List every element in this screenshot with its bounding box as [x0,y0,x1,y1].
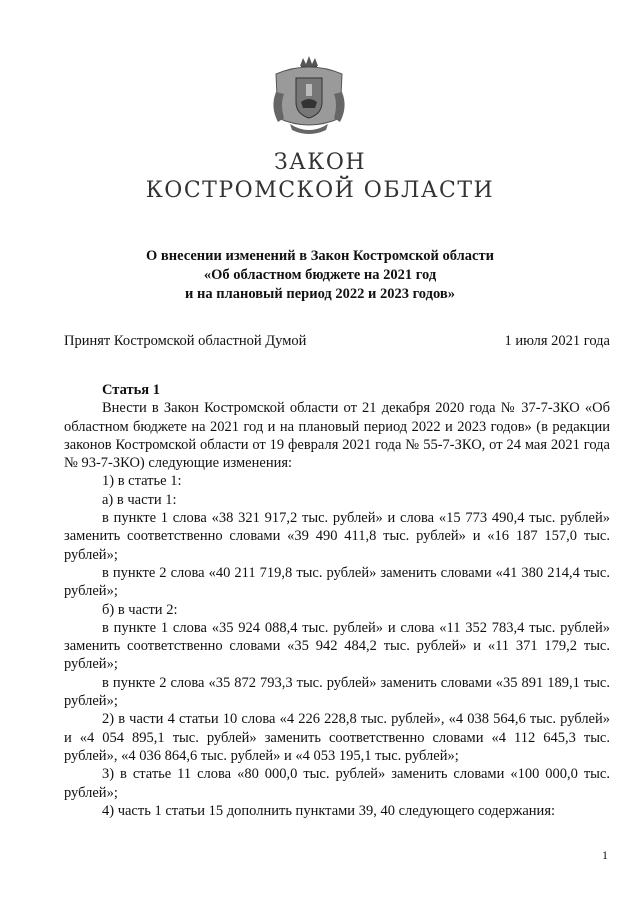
paragraph: в пункте 1 слова «35 924 088,4 тыс. рублей» и слова «11 352 783,4 тыс. рублей» заменить соответственно словами «35 942 484,2 тыс. рублей» и «11 371 179,2 тыс. рублей»; [64,619,610,673]
article-body [64,381,610,820]
paragraph: в пункте 1 слова «38 321 917,2 тыс. рублей» и слова «15 773 490,4 тыс. рублей» заменить соответственно словами «39 490 411,8 тыс. рублей» и «16 187 157,0 тыс. рублей»; [64,510,610,563]
paragraph: а) в части 1: [102,491,177,508]
coat-of-arms-icon [270,52,348,138]
subject-line: и на плановый период 2022 и 2023 годов» [185,286,455,302]
law-subject [0,247,640,304]
page-number: 1 [602,848,608,862]
paragraph: 3) в статье 11 слова «80 000,0 тыс. рублей» заменить словами «100 000,0 тыс. рублей»; [64,766,610,801]
subject-line: О внесении изменений в Закон Костромской области [146,248,494,264]
paragraph: 4) часть 1 статьи 15 дополнить пунктами 39, 40 следующего содержания: [102,802,556,819]
paragraph: 1) в статье 1: [102,473,182,490]
paragraph: Внести в Закон Костромской области от 21 декабря 2020 года № 37-7-ЗКО «Об областном бюджете на 2021 год и на плановый период 2022 и 2023 годов» (в редакции законов Костромской области от 19 февраля 2021 года № 55-7-ЗКО, от 24 мая 2021 года № 93-7-ЗКО) следующие изменения: [64,400,610,472]
law-title-line2: КОСТРОМСКОЙ ОБЛАСТИ [145,178,495,203]
adopted-by: Принят Костромской областной Думой [64,333,307,349]
paragraph: в пункте 2 слова «40 211 719,8 тыс. рублей» заменить словами «41 380 214,4 тыс. рублей»; [64,564,610,600]
law-title-line1: ЗАКОН [273,150,367,175]
paragraph: б) в части 2: [102,601,178,618]
adoption-date: 1 июля 2021 года [504,333,610,349]
subject-line: «Об областном бюджете на 2021 год [203,267,437,283]
article-heading: Статья 1 [102,382,160,398]
paragraph: 2) в части 4 статьи 10 слова «4 226 228,8 тыс. рублей», «4 038 564,6 тыс. рублей» и «4 054 895,1 тыс. рублей» заменить соответственно словами «4 112 645,3 тыс. рублей», «4 036 864,6 тыс. рублей» и «4 053 195,1 тыс. рублей»; [64,711,610,764]
adoption-row [64,333,610,350]
paragraph: в пункте 2 слова «35 872 793,3 тыс. рублей» заменить словами «35 891 189,1 тыс. рублей»; [64,674,610,710]
